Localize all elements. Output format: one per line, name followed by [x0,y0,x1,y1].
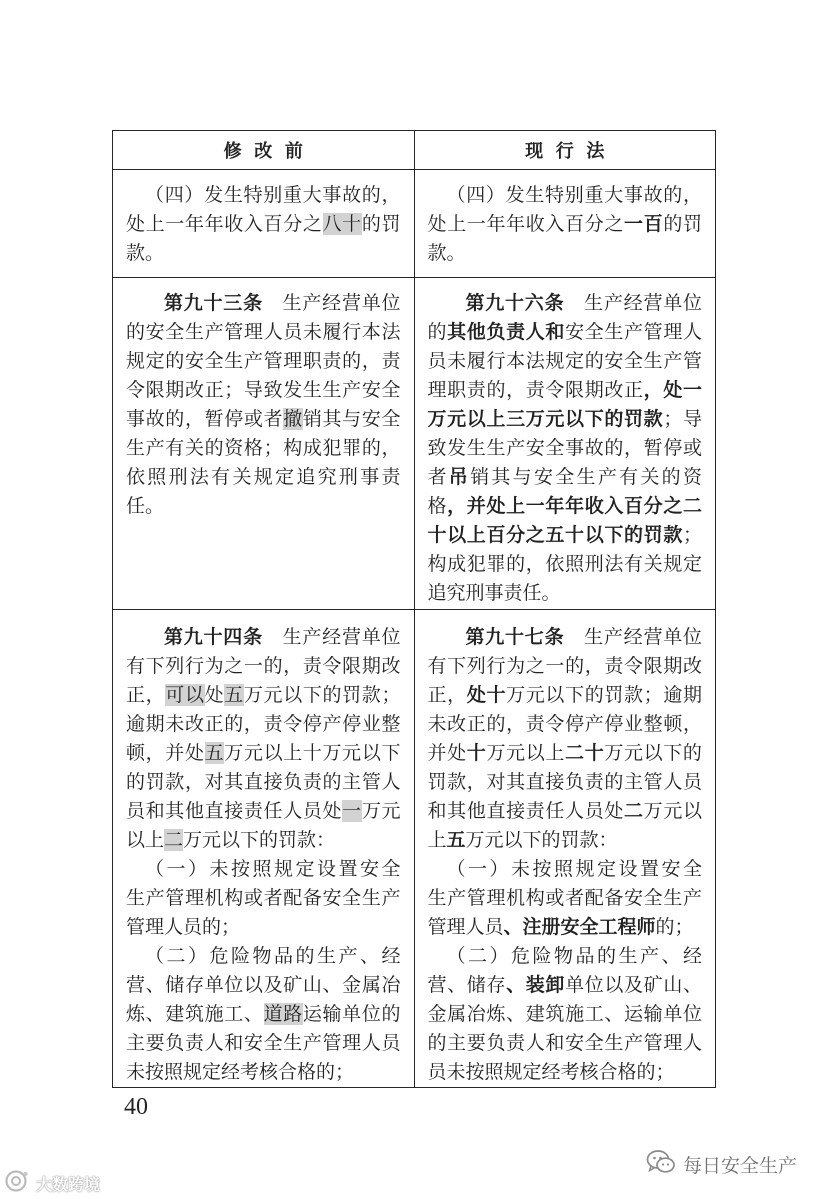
bold-text: 其他负责人和 [447,321,566,343]
paragraph [126,289,401,521]
watermark-logo-icon [4,1169,30,1197]
text-segment: 的 [427,321,448,343]
text-segment: 员未按照规定经考核合格的； [427,1061,675,1083]
text-line [428,318,703,347]
cell-before-revision [113,278,415,610]
text-line [428,826,703,855]
bold-text: 二 [624,800,644,822]
text-line [126,855,401,884]
paragraph [126,942,401,1087]
column-header-current-law: 现行法 [414,131,716,170]
paragraph [126,181,401,268]
text-line [428,434,703,463]
text-segment: 的安全生产管理人员未履行本法 [126,321,401,343]
text-segment: 规定的安全生产管理职责的，责 [126,350,401,372]
text-segment: 有下列行为之一的，责令限期改 [427,655,702,677]
text-segment: 生产经营单位 [564,292,702,314]
text-line [126,181,401,210]
text-line [126,239,401,268]
text-segment: 万元以下的罚款： [183,829,336,851]
text-segment: ；导 [663,408,702,430]
text-line [126,884,401,913]
text-segment: 万元 [361,800,401,822]
text-line [428,681,703,710]
table-row [113,610,716,1088]
paragraph [428,942,703,1087]
text-segment: 管理人员的； [126,916,241,938]
cell-current-law [414,278,716,610]
text-segment: 以上 [126,829,165,851]
cell-before-revision [113,610,415,1088]
text-segment: 销其与安全生产有关的资 [470,466,702,488]
text-segment: 万元以上 [486,742,566,764]
text-segment: 万元以下的罚款： [465,829,618,851]
watermark-right [646,1150,797,1178]
bold-text: 第九十七条 [465,626,565,648]
bold-text: 十以上百分之五十以下的罚款 [427,524,683,546]
text-line [126,623,401,652]
text-line [126,739,401,768]
text-segment: 生产有关的资格；构成犯罪的， [126,437,401,459]
text-line [428,550,703,579]
text-segment: 运输单位的 [302,1003,401,1025]
text-line [428,579,703,608]
text-line [126,405,401,434]
bold-text: ，并处上一年年收入百分之二 [447,495,702,517]
text-segment: 未按照规定经考核合格的； [126,1061,355,1083]
text-segment: 的罚款，对其直接负责的主管人 [126,771,401,793]
text-segment: 金属冶炼、建筑施工、运输单位 [427,1003,702,1025]
text-line [428,739,703,768]
text-segment: 者 [427,466,449,488]
highlighted-text: 五 [224,684,244,706]
text-line [428,181,703,210]
text-line [126,942,401,971]
watermark-left [4,1170,100,1196]
text-segment: 万元以 [643,800,702,822]
page-number: 40 [124,1094,148,1120]
text-segment: 格 [427,495,448,517]
text-line [428,405,703,434]
text-line [428,463,703,492]
text-segment: 顿，并处 [126,742,205,764]
text-segment: （四）发生特别重大事故的， [446,184,702,206]
text-segment: 罚款，对其直接负责的主管人员 [427,771,702,793]
text-segment: 生产管理机构或者配备安全生产 [126,887,401,909]
text-line [428,239,703,268]
text-line [126,289,401,318]
text-line [428,855,703,884]
text-line [126,768,401,797]
text-segment: 生产管理机构或者配备安全生产 [427,887,702,909]
text-segment: 上 [427,829,447,851]
text-segment: （一）未按照规定设置安全 [145,858,401,880]
bold-text: 处十 [466,684,507,706]
text-line [126,434,401,463]
column-header-before-revision: 修改前 [113,131,415,170]
text-segment: 并处 [427,742,467,764]
highlighted-text: 可以 [165,684,205,706]
text-line [126,347,401,376]
text-segment: 款。 [427,242,466,264]
text-line [428,210,703,239]
text-segment: 处 [204,684,225,706]
text-line [126,681,401,710]
text-segment: 令限期改正；导致发生生产安全 [126,379,401,401]
text-line [126,376,401,405]
cell-current-law [414,610,716,1088]
paragraph [126,623,401,855]
bold-text: 五 [446,829,466,851]
text-line [428,492,703,521]
text-line [428,521,703,550]
text-segment: （二）危险物品的生产、经 [145,945,401,967]
highlighted-text: 道路 [263,1003,303,1025]
text-segment: 销其与安全 [302,408,401,430]
text-line [428,942,703,971]
text-line [126,652,401,681]
text-segment: 追究刑事责任。 [427,582,561,604]
text-segment: 有下列行为之一的，责令限期改 [126,655,401,677]
text-segment: 管理人员 [427,916,504,938]
bold-text: 第九十三条 [164,292,263,314]
text-line [428,1029,703,1058]
highlighted-text: 一 [342,800,362,822]
text-segment: （四）发生特别重大事故的， [145,184,401,206]
text-line [126,210,401,239]
table-body [113,170,716,1088]
text-segment: （一）未按照规定设置安全 [446,858,702,880]
paragraph [428,855,703,942]
text-line [126,1058,401,1087]
paragraph [428,181,703,268]
text-segment: 安全生产管理人 [565,321,702,343]
text-segment: 员未履行本法规定的安全生产管 [427,350,702,372]
text-line [428,652,703,681]
text-segment: 的罚 [361,213,401,235]
text-segment: 的罚 [663,213,702,235]
cell-before-revision [113,170,415,278]
text-segment: 万元以下的罚款；逾期 [506,684,702,706]
text-segment: 正， [126,684,166,706]
text-line [428,768,703,797]
text-line [428,623,703,652]
cell-current-law [414,170,716,278]
wechat-icon [646,1149,676,1179]
bold-text: 、装卸 [506,974,566,996]
paragraph [126,855,401,942]
text-line [428,289,703,318]
text-line [428,347,703,376]
text-line [428,1000,703,1029]
text-segment: 理职责的，责令限期改正 [427,379,644,401]
text-segment: 营、储存 [427,974,507,996]
text-line [126,710,401,739]
text-line [126,318,401,347]
text-segment: 主要负责人和安全生产管理人员 [126,1032,401,1054]
comparison-table [112,130,716,1088]
text-line [428,1058,703,1087]
text-segment: 万元以上十万元以下 [224,742,401,764]
bold-text: 十 [466,742,487,764]
text-segment: 事故的，暂停或者 [126,408,284,430]
text-segment: 构成犯罪的，依照刑法有关规定 [427,553,702,575]
text-segment: 员和其他直接责任人员处 [126,800,343,822]
text-segment: （二）危险物品的生产、经 [446,945,702,967]
text-segment: 万元以下的罚款； [243,684,401,706]
bold-text: 、注册安全工程师 [503,916,656,938]
text-segment: 万元以下的 [604,742,702,764]
text-segment: 正， [427,684,467,706]
text-segment: 的主要负责人和安全生产管理人 [427,1032,702,1054]
text-segment: 依照刑法有关规定追究刑事责 [126,466,401,488]
watermark-right-text: 每日安全生产 [683,1154,798,1177]
text-segment: 任。 [126,495,165,517]
text-segment: 营、储存单位以及矿山、金属冶 [126,974,401,996]
text-segment: 处上一年年收入百分之 [126,213,323,235]
text-segment: 单位以及矿山、 [565,974,702,996]
bold-text: 二十 [565,742,605,764]
table-row [113,170,716,278]
text-segment: 生产经营单位 [262,626,401,648]
highlighted-text: 五 [204,742,225,764]
text-line [428,376,703,405]
text-segment: 的； [655,916,694,938]
bold-text: 第九十四条 [164,626,263,648]
text-segment: 逾期未改正的，责令停产停业整 [126,713,401,735]
text-line [428,884,703,913]
text-segment: 和其他直接责任人员处 [427,800,625,822]
paragraph [428,623,703,855]
text-segment: 生产经营单位 [564,626,702,648]
highlighted-text: 撤 [283,408,303,430]
bold-text: ，处一 [643,379,702,401]
comparison-table-container [112,130,716,1088]
text-segment: 致发生生产安全事故的，暂停或 [427,437,702,459]
text-segment: 处上一年年收入百分之 [427,213,625,235]
highlighted-text: 八十 [322,213,362,235]
text-line [126,1000,401,1029]
text-line [428,797,703,826]
highlighted-text: 二 [164,829,184,851]
text-segment: 炼、建筑施工、 [126,1003,264,1025]
text-line [126,492,401,521]
text-segment: 款。 [126,242,165,264]
text-segment: 生产经营单位 [262,292,401,314]
text-line [428,913,703,942]
text-line [126,797,401,826]
watermark-left-text: 大数跨境 [36,1174,101,1194]
text-line [126,971,401,1000]
text-line [126,826,401,855]
text-line [126,463,401,492]
bold-text: 万元以上三万元以下的罚款 [427,408,664,430]
bold-text: 一百 [624,213,664,235]
text-line [126,913,401,942]
text-line [428,710,703,739]
text-line [428,971,703,1000]
paragraph [428,289,703,608]
text-segment: ； [682,524,702,546]
bold-text: 第九十六条 [465,292,565,314]
text-line [126,1029,401,1058]
table-header-row [113,131,716,170]
table-row [113,278,716,610]
text-segment: 未改正的，责令停产停业整顿， [427,713,702,735]
bold-text: 吊 [448,466,471,488]
